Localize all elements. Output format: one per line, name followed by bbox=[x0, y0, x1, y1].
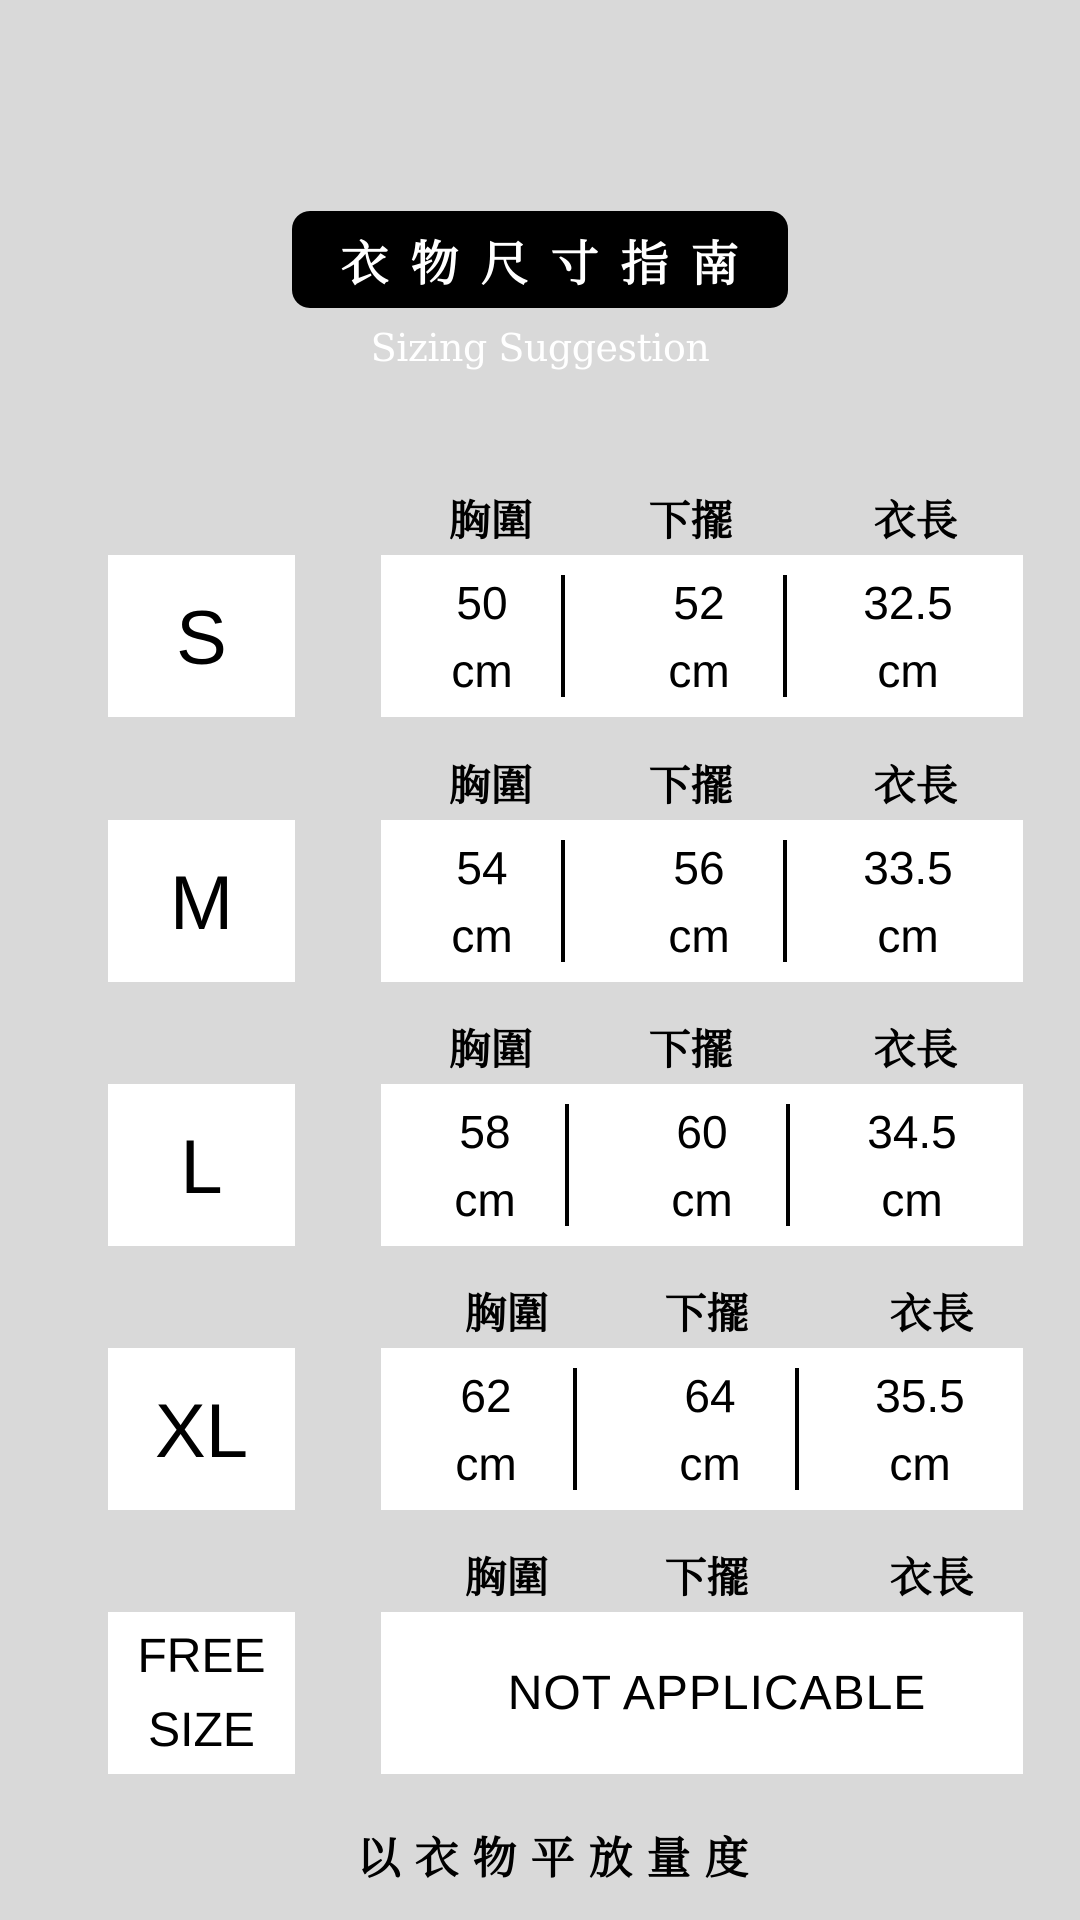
divider bbox=[783, 840, 787, 962]
measurement-note: 以衣物平放量度 bbox=[357, 1833, 763, 1884]
length-number: 34.5 bbox=[867, 1106, 957, 1158]
hem-value bbox=[619, 569, 779, 705]
measurements-panel bbox=[381, 1348, 1023, 1510]
page-subtitle: Sizing Suggestion bbox=[370, 326, 710, 370]
not-applicable-text: NOT APPLICABLE bbox=[507, 1666, 927, 1720]
size-section-xl bbox=[0, 1284, 1080, 1534]
header-hem: 下擺 bbox=[648, 496, 733, 545]
chest-unit: cm bbox=[454, 1174, 516, 1226]
size-label: FREE SIZE bbox=[137, 1630, 266, 1757]
hem-number: 52 bbox=[673, 577, 725, 629]
chest-value bbox=[402, 569, 562, 705]
size-section-s bbox=[0, 491, 1080, 741]
header-hem: 下擺 bbox=[664, 1289, 749, 1338]
measurements-panel bbox=[381, 1612, 1023, 1774]
hem-number: 60 bbox=[676, 1106, 728, 1158]
header-chest: 胸圍 bbox=[448, 761, 533, 810]
header-length: 衣長 bbox=[889, 1289, 974, 1338]
column-headers bbox=[0, 1020, 1080, 1080]
chest-number: 54 bbox=[456, 842, 508, 894]
size-label: S bbox=[176, 596, 227, 681]
size-label-box bbox=[108, 820, 295, 982]
measurements-panel bbox=[381, 555, 1023, 717]
divider bbox=[786, 1104, 790, 1226]
divider bbox=[783, 575, 787, 697]
size-section-l bbox=[0, 1020, 1080, 1270]
length-value bbox=[828, 834, 988, 970]
hem-unit: cm bbox=[668, 910, 730, 962]
size-label: M bbox=[169, 861, 234, 946]
chest-number: 62 bbox=[460, 1370, 512, 1422]
column-headers bbox=[0, 756, 1080, 816]
column-headers bbox=[0, 491, 1080, 551]
column-headers bbox=[0, 1548, 1080, 1608]
divider bbox=[795, 1368, 799, 1490]
header-hem: 下擺 bbox=[648, 1025, 733, 1074]
size-label-box bbox=[108, 1348, 295, 1510]
size-section-m bbox=[0, 756, 1080, 1006]
divider bbox=[561, 840, 565, 962]
measurements-panel bbox=[381, 820, 1023, 982]
chest-value bbox=[406, 1362, 566, 1498]
length-number: 35.5 bbox=[875, 1370, 965, 1422]
hem-unit: cm bbox=[671, 1174, 733, 1226]
length-unit: cm bbox=[877, 645, 939, 697]
header-hem: 下擺 bbox=[664, 1553, 749, 1602]
header-hem: 下擺 bbox=[648, 761, 733, 810]
divider bbox=[573, 1368, 577, 1490]
header-length: 衣長 bbox=[873, 761, 958, 810]
title-badge bbox=[292, 211, 788, 308]
hem-unit: cm bbox=[679, 1438, 741, 1490]
hem-value bbox=[619, 834, 779, 970]
header-length: 衣長 bbox=[873, 496, 958, 545]
length-unit: cm bbox=[889, 1438, 951, 1490]
size-label-box bbox=[108, 1084, 295, 1246]
length-value bbox=[840, 1362, 1000, 1498]
page-title: 衣物尺寸指南 bbox=[340, 236, 761, 292]
chest-unit: cm bbox=[451, 645, 513, 697]
chest-value bbox=[405, 1098, 565, 1234]
chest-value bbox=[402, 834, 562, 970]
header-length: 衣長 bbox=[873, 1025, 958, 1074]
header-chest: 胸圍 bbox=[448, 496, 533, 545]
length-number: 32.5 bbox=[863, 577, 953, 629]
chest-unit: cm bbox=[455, 1438, 517, 1490]
size-label-box bbox=[108, 555, 295, 717]
size-label: XL bbox=[155, 1389, 248, 1474]
length-unit: cm bbox=[877, 910, 939, 962]
column-headers bbox=[0, 1284, 1080, 1344]
length-value bbox=[832, 1098, 992, 1234]
length-value bbox=[828, 569, 988, 705]
size-label: L bbox=[180, 1125, 223, 1210]
hem-number: 56 bbox=[673, 842, 725, 894]
chest-unit: cm bbox=[451, 910, 513, 962]
header-chest: 胸圍 bbox=[464, 1289, 549, 1338]
size-section-free bbox=[0, 1548, 1080, 1798]
hem-number: 64 bbox=[684, 1370, 736, 1422]
divider bbox=[561, 575, 565, 697]
size-label-box bbox=[108, 1612, 295, 1774]
divider bbox=[565, 1104, 569, 1226]
header-chest: 胸圍 bbox=[448, 1025, 533, 1074]
measurements-panel bbox=[381, 1084, 1023, 1246]
hem-value bbox=[630, 1362, 790, 1498]
length-unit: cm bbox=[881, 1174, 943, 1226]
hem-value bbox=[622, 1098, 782, 1234]
header-chest: 胸圍 bbox=[464, 1553, 549, 1602]
chest-number: 58 bbox=[459, 1106, 511, 1158]
header-length: 衣長 bbox=[889, 1553, 974, 1602]
length-number: 33.5 bbox=[863, 842, 953, 894]
chest-number: 50 bbox=[456, 577, 508, 629]
hem-unit: cm bbox=[668, 645, 730, 697]
